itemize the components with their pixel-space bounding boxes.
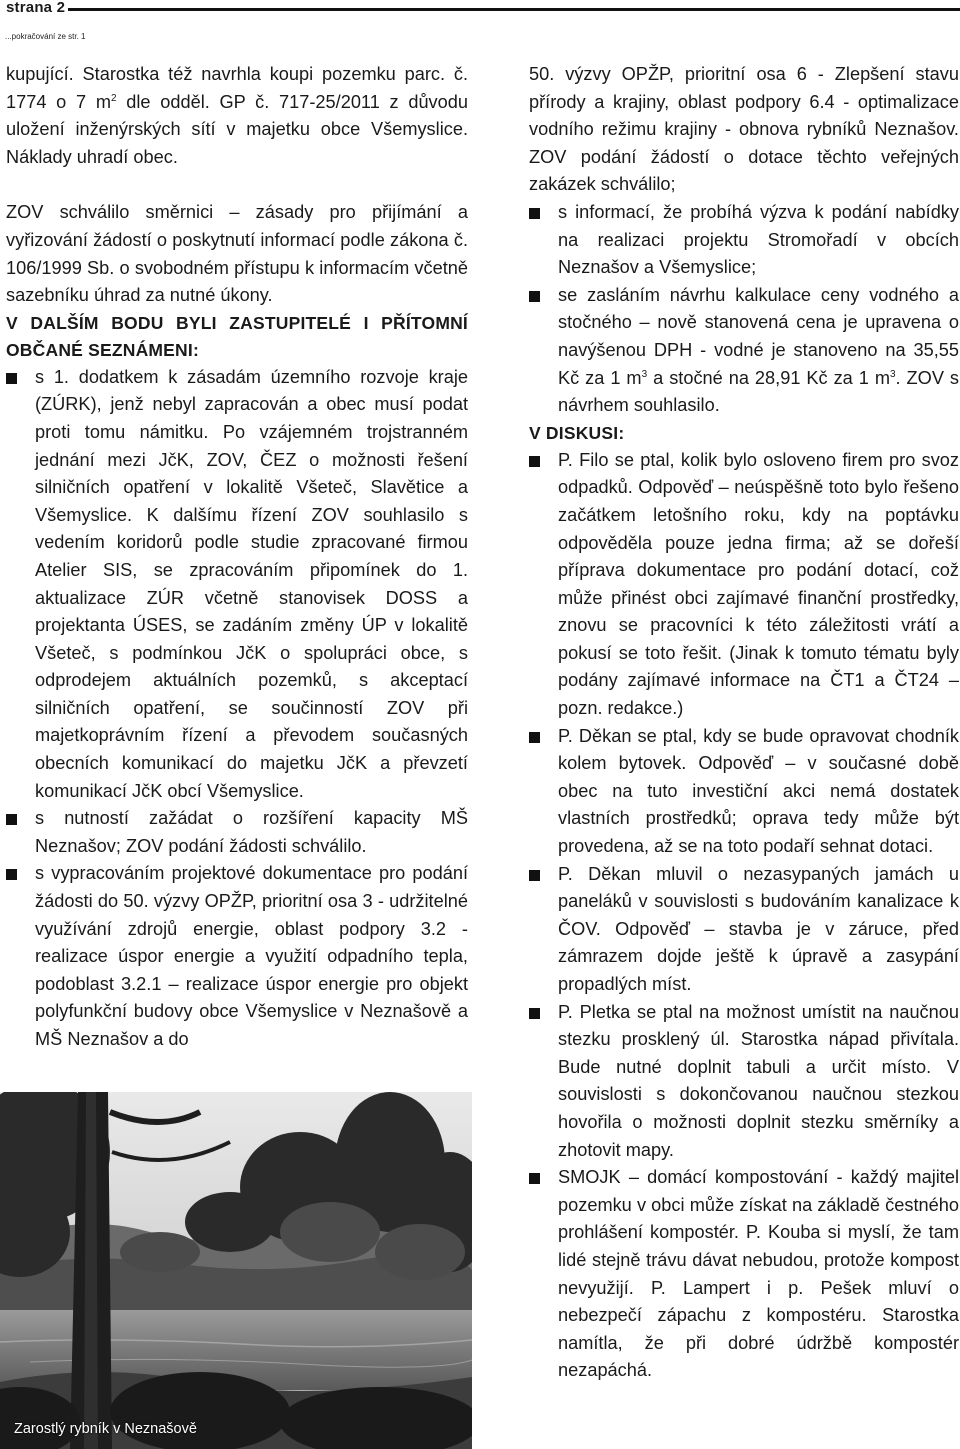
list-item: s vypracováním projektové dokumentace pro podání žádosti do 50. výzvy OPŽP, prioritní osa 3 - udržitelné využívání zdrojů energie, oblast podpory 3.2 - realizace úspor energie a využití odpadního tepla, podoblast 3.2.1 – realizace úspor energie pro objekt polyfunkční budovy obce Všemyslice v Neznašově a MŠ Neznašov a do	[6, 860, 468, 1053]
pond-photo	[0, 1092, 472, 1449]
paragraph-information-rules: ZOV schválilo směrnici – zásady pro přijímání a vyřizování žádostí o poskytnutí informací podle zákona č. 106/1999 Sb. o svobodném přístupu k informacím včetně sazebníku úhrad za nutné úkony.	[6, 202, 468, 306]
right-column	[529, 61, 959, 1385]
list-item	[529, 282, 959, 420]
superscript: 2	[110, 92, 117, 104]
section-heading: V DISKUSI:	[529, 422, 625, 443]
list-item: s 1. dodatkem k zásadám územního rozvoje kraje (ZÚRK), jenž nebyl zapracován a obec musí podat proti tomu námitku. Po vzájemném trojstranném jednání mezi JčK, ZOV, ČEZ o možnosti řešení silničních opatření v lokalitě Všeteč, Slavětice a Všemyslice. K dalšímu řízení ZOV souhlasilo s vedením koridorů podle studie zpracované firmou Atelier SIS, se zpracováním připomínek do 1. aktualizace ZÚR včetně stanovisek DOSS a projektanta ÚSES, se zadáním změny ÚP v lokalitě Všeteč, s podmínkou JčK o spolupráci obce, s odprodejem aktuálních pozemků, s akceptací silničních opatření, se součinností ZOV při majetkoprávním řízení a převodem současných obecních komunikací do majetku JčK a převzetí komunikací JčK obcí Všemyslice.	[6, 364, 468, 806]
paragraph-text: kupující. Starostka též navrhla koupi pozemku parc. č. 1774 o 7 m	[6, 64, 468, 112]
section-heading: V DALŠÍM BODU BYLI ZASTUPITELÉ I PŘÍTOMNÍ OBČANÉ SEZNÁMENI:	[6, 312, 468, 360]
superscript: 3	[889, 368, 896, 380]
list-item: SMOJK – domácí kompostování - každý majitel pozemku v obci může získat na základě čestného prohlášení kompostér. P. Kouba si myslí, že tam lidé stejně trávu dávat nebudou, protože kompost nevyužijí. P. Lampert i p. Pešek mluví o nebezpečí zápachu z kompostéru. Starostka namítla, že při dobré údržbě kompostér nezapáchá.	[529, 1164, 959, 1385]
list-item: P. Filo se ptal, kolik bylo osloveno firem pro svoz odpadků. Odpověď – neúspěšně toto bylo řešeno začátkem letošního roku, kdy na poptávku odpověděla pouze jedna firma; až se dořeší příprava dokumentace pro podání dotací, což může přinést obci zajímavé finanční prostředky, znovu se pracovníci k této záležitosti vrátí a pokusí se toto řešit. (Jinak k tomuto tématu byly podány zajímavé informace na ČT1 a ČT24 – pozn. redakce.)	[529, 447, 959, 723]
list-item: P. Děkan se ptal, kdy se bude opravovat chodník kolem bytovek. Odpověď – v současné době obec na tuto investiční akci nemá dostatek vlastních prostředků; oprava tedy může být provedena, až se na toto podaří sehnat dotaci.	[529, 723, 959, 861]
list-item: P. Děkan mluvil o nezasypaných jamách u paneláků v souvislosti s budováním kanalizace k ČOV. Odpověď – stavba je v záruce, před zámrazem dojde ještě k úpravě a zasypání propadlých míst.	[529, 861, 959, 999]
page-header	[0, 0, 960, 40]
list-item-text: se zasláním návrhu kalkulace ceny vodného a stočného – nově stanovená cena je upravena o navýšenou DPH - vodné je stanoveno na 35,55 Kč za 1 m	[558, 284, 959, 388]
list-item-text: a stočné na 28,91 Kč za 1 m	[647, 367, 890, 388]
list-item: P. Pletka se ptal na možnost umístit na naučnou stezku prosklený úl. Starostka nápad přivítala. Bude nutné doplnit tabuli a určit místo. V souvislosti s dokončovanou naučnou stezkou hovořila o možnosti doplnit stezku směrníky a zhotovit mapy.	[529, 999, 959, 1165]
continued-note: ...pokračování ze str. 1	[5, 32, 86, 41]
paragraph-land-purchase	[6, 61, 468, 171]
paragraph-text: dle odděl. GP č. 717-25/2011 z důvodu uložení inženýrských sítí v majetku obce Všemyslice. Náklady uhradí obec.	[6, 91, 469, 167]
list-item-text: . ZOV s návrhem souhlasilo.	[558, 367, 960, 416]
list-item: s informací, že probíhá výzva k podání nabídky na realizaci projektu Stromořadí v obcích Neznašov a Všemyslice;	[529, 199, 959, 282]
page-number-label: strana 2	[6, 0, 66, 16]
left-column	[6, 61, 468, 1054]
photo-caption: Zarostlý rybník v Neznašově	[14, 1421, 197, 1437]
paragraph-continued: 50. výzvy OPŽP, prioritní osa 6 - Zlepšení stavu přírody a krajiny, oblast podpory 6.4 - optimalizace vodního režimu krajiny - obnova rybníků Neznašov. ZOV podání žádostí o dotace těchto veřejných zakázek schválilo;	[529, 64, 959, 195]
pond-photo-illustration	[0, 1092, 472, 1449]
header-rule	[68, 8, 960, 11]
superscript: 3	[641, 368, 648, 380]
list-item: s nutností zažádat o rozšíření kapacity MŠ Neznašov; ZOV podání žádosti schválilo.	[6, 805, 468, 860]
